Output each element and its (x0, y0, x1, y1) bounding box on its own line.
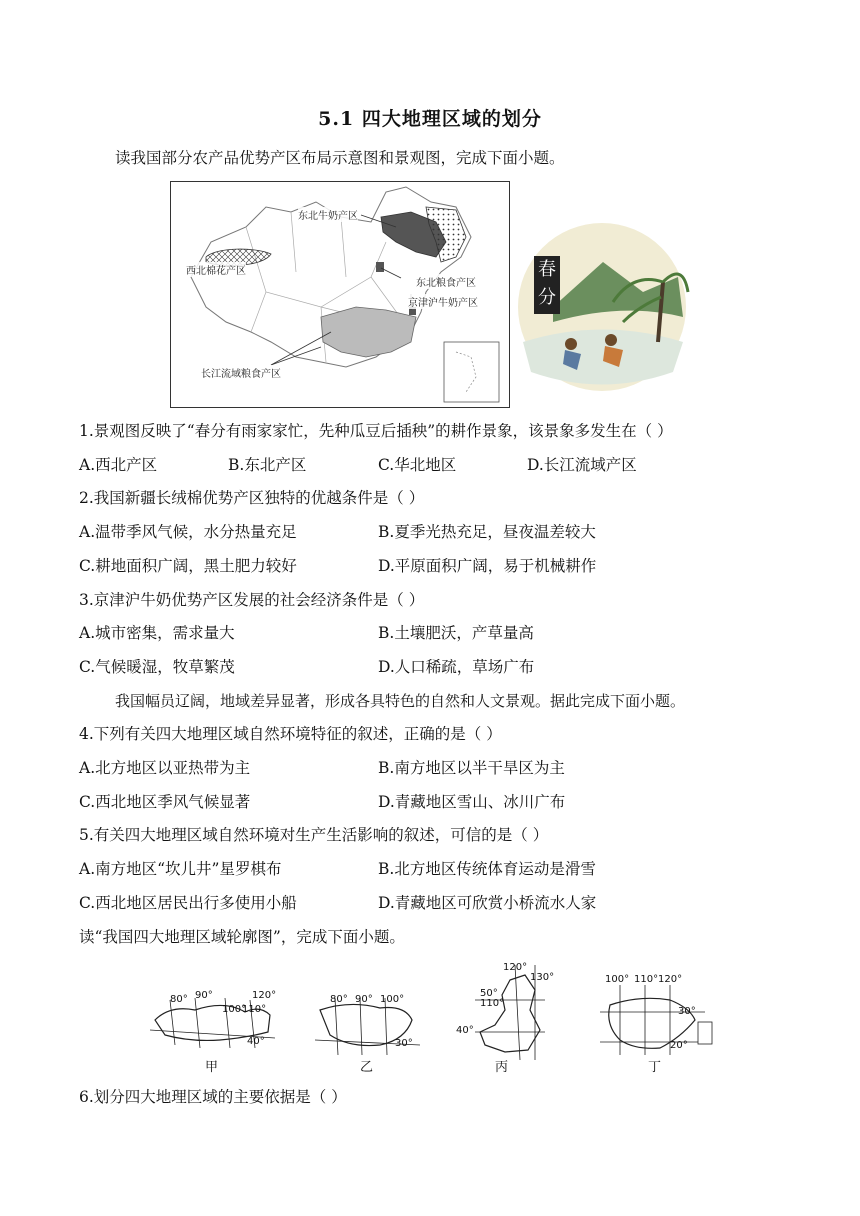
q1-option-b[interactable]: B.东北产区 (228, 456, 307, 474)
jia-label-6: 40° (247, 1036, 265, 1047)
q4-option-b[interactable]: B.南方地区以半干旱区为主 (378, 759, 565, 777)
jia-label-4: 110° (242, 1004, 267, 1015)
q2-option-c[interactable]: C.耕地面积广阔，黑土肥力较好 (79, 557, 297, 575)
q5-option-d[interactable]: D.青藏地区可欣赏小桥流水人家 (378, 894, 597, 912)
bing-label-5: 40° (456, 1025, 474, 1036)
seal-char-2: 分 (538, 287, 556, 308)
label-northeast-milk: 东北牛奶产区 (298, 207, 358, 222)
q2-option-b[interactable]: B.夏季光热充足，昼夜温差较大 (378, 523, 596, 541)
intro-text-3: 读“我国四大地理区域轮廓图”，完成下面小题。 (79, 928, 405, 946)
q4-option-a[interactable]: A.北方地区以亚热带为主 (79, 759, 251, 777)
jia-label-5: 120° (252, 990, 277, 1001)
ding-label-3: 120° (658, 974, 683, 985)
label-northwest-cotton: 西北棉花产区 (186, 262, 246, 277)
ding-label-5: 20° (670, 1040, 688, 1051)
q3-option-a[interactable]: A.城市密集，需求量大 (79, 624, 235, 642)
q5-option-b[interactable]: B.北方地区传统体育运动是滑雪 (378, 860, 596, 878)
yi-label-2: 90° (355, 994, 373, 1005)
four-regions-outline-maps (150, 960, 720, 1075)
region-map-ding (600, 985, 712, 1055)
region-name-yi: 乙 (360, 1060, 374, 1075)
intro-text-1: 读我国部分农产品优势产区布局示意图和景观图，完成下面小题。 (115, 149, 565, 167)
question-3-stem: 3.京津沪牛奶优势产区发展的社会经济条件是（ ） (79, 591, 425, 609)
bing-label-1: 120° (503, 962, 528, 973)
seal-char-1: 春 (538, 259, 556, 280)
question-5-stem: 5.有关四大地理区域自然环境对生产生活影响的叙述，可信的是（ ） (79, 826, 549, 844)
yi-label-3: 100° (380, 994, 405, 1005)
yi-label-1: 80° (330, 994, 348, 1005)
ding-label-2: 110° (634, 974, 659, 985)
region-name-bing: 丙 (495, 1060, 509, 1075)
q3-option-b[interactable]: B.土壤肥沃，产草量高 (378, 624, 534, 642)
yi-label-4: 30° (395, 1038, 413, 1049)
label-jingjinhu-milk: 京津沪牛奶产区 (408, 294, 478, 309)
bing-label-3: 50° (480, 988, 498, 999)
question-2-stem: 2.我国新疆长绒棉优势产区独特的优越条件是（ ） (79, 489, 425, 507)
ding-label-4: 30° (678, 1006, 696, 1017)
q5-option-c[interactable]: C.西北地区居民出行多使用小船 (79, 894, 297, 912)
label-yangtze-grain: 长江流域粮食产区 (201, 365, 281, 380)
q4-option-c[interactable]: C.西北地区季风气候显著 (79, 793, 251, 811)
region-name-ding: 丁 (648, 1060, 662, 1075)
question-4-stem: 4.下列有关四大地理区域自然环境特征的叙述，正确的是（ ） (79, 725, 502, 743)
page-title: 5.1 四大地理区域的划分 (318, 108, 542, 130)
bing-label-4: 110° (480, 998, 505, 1009)
question-1-stem: 1.景观图反映了“春分有雨家家忙，先种瓜豆后插秧”的耕作景象，该景象多发生在（ ） (79, 422, 673, 440)
q1-option-a[interactable]: A.西北产区 (79, 456, 158, 474)
q4-option-d[interactable]: D.青藏地区雪山、冰川广布 (378, 793, 566, 811)
question-6-stem: 6.划分四大地理区域的主要依据是（ ） (79, 1088, 347, 1106)
q5-option-a[interactable]: A.南方地区“坎儿井”星罗棋布 (79, 860, 282, 878)
ding-label-1: 100° (605, 974, 630, 985)
q2-option-a[interactable]: A.温带季风气候，水分热量充足 (79, 523, 297, 541)
q2-option-d[interactable]: D.平原面积广阔，易于机械耕作 (378, 557, 597, 575)
spring-equinox-illustration (513, 222, 691, 392)
label-northeast-grain: 东北粮食产区 (416, 274, 476, 289)
q3-option-c[interactable]: C.气候暖湿，牧草繁茂 (79, 658, 235, 676)
jia-label-1: 80° (170, 994, 188, 1005)
seal-box (534, 256, 560, 314)
jia-label-3: 100° (222, 1004, 247, 1015)
jia-label-2: 90° (195, 990, 213, 1001)
region-name-jia: 甲 (205, 1060, 219, 1075)
intro-text-2: 我国幅员辽阔，地域差异显著，形成各具特色的自然和人文景观。据此完成下面小题。 (115, 692, 686, 710)
bing-label-2: 130° (530, 972, 555, 983)
q1-option-c[interactable]: C.华北地区 (378, 456, 457, 474)
q3-option-d[interactable]: D.人口稀疏，草场广布 (378, 658, 535, 676)
china-agri-map (170, 181, 510, 408)
q1-option-d[interactable]: D.长江流域产区 (527, 456, 637, 474)
